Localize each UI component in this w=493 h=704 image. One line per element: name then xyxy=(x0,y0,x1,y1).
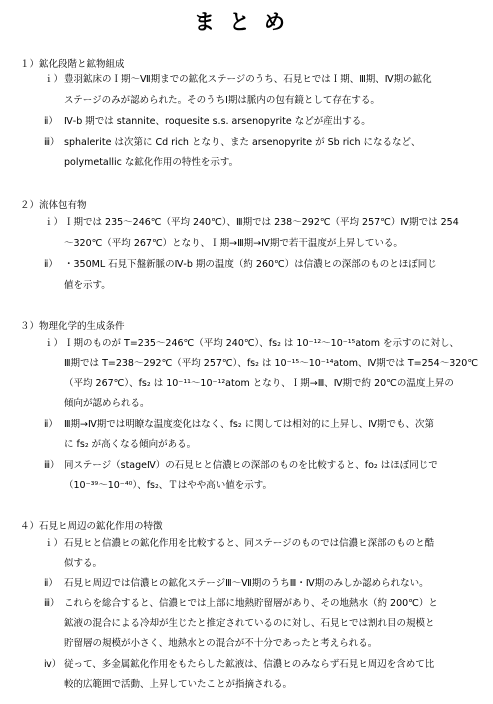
item-line: Ｉ期では 235～246℃（平均 240℃）、Ⅲ期では 238～292℃（平均 257℃）Ⅳ期では 254 xyxy=(64,217,459,228)
item-line: （10⁻³⁹～10⁻⁴⁰）、fs₂、Ｔはやや高い値を示す。 xyxy=(64,480,273,491)
item-line: 豊羽鉱床のＩ期～Ⅶ期までの鉱化ステージのうち、石見ヒではＩ期、Ⅲ期、Ⅳ期の鉱化 xyxy=(64,74,432,85)
item-line: 鉱液の混合による冷却が生じたと推定されているのに対し、石見ヒでは割れ目の規模と xyxy=(64,618,435,629)
item-line: 同ステージ（stageⅣ）の石見ヒと信濃ヒの深部のものを比較すると、fo₂ はほぼ同じで xyxy=(64,460,438,471)
item-line: 較的広範囲で活動、上昇していたことが指摘される。 xyxy=(64,679,293,690)
page-title: まとめ xyxy=(194,9,299,34)
item-line: Ⅳ-b 期では stannite、roquesite s.s. arsenopyrite などが産出する。 xyxy=(64,116,371,127)
item-marker: ｉ） xyxy=(44,538,64,549)
item-line: ・350ML 石見下盤新脈のⅣ-b 期の温度（約 260℃）は信濃ヒの深部のものとほぼ同じ xyxy=(64,259,437,270)
section-heading: ２）流体包有物 xyxy=(20,200,87,211)
item-line: （平均 267℃）、fs₂ は 10⁻¹¹～10⁻¹²atom となり、Ｉ期→Ⅲ、Ⅳ期で約 20℃の温度上昇の xyxy=(64,378,454,389)
item-marker: ⅱ） xyxy=(44,116,58,127)
item-line: 似する。 xyxy=(64,558,103,569)
item-line: 石見ヒと信濃ヒの鉱化作用を比較すると、同ステージのものでは信濃ヒ深部のものと酷 xyxy=(64,538,435,549)
item-line: Ⅲ期→Ⅳ期では明瞭な温度変化はなく、fs₂ に関しては相対的に上昇し、Ⅳ期でも、次第 xyxy=(64,419,434,430)
item-line: ～320℃（平均 267℃）となり、Ｉ期→Ⅲ期→Ⅳ期で若干温度が上昇している。 xyxy=(64,238,403,249)
item-marker: ⅱ） xyxy=(44,419,58,430)
item-line: sphalerite は次第に Cd rich となり、また arsenopyrite が Sb rich になるなど、 xyxy=(64,137,421,148)
item-line: Ｉ期のものが T=235～246℃（平均 240℃）、fs₂ は 10⁻¹²～10⁻¹⁵atom を示すのに対し、 xyxy=(64,338,460,349)
item-marker: ｉ） xyxy=(44,217,64,228)
item-line: Ⅲ期では T=238～292℃（平均 257℃）、fs₂ は 10⁻¹⁵～10⁻¹⁴atom、Ⅳ期では T=254～320℃ xyxy=(64,358,479,369)
section-heading: ４）石見ヒ周辺の鉱化作用の特徴 xyxy=(20,521,163,532)
item-line: これらを総合すると、信濃ヒでは上部に地熱貯留層があり、その地熱水（約 200℃）と xyxy=(64,598,438,609)
item-marker: ⅲ） xyxy=(44,137,60,148)
item-marker: ｉ） xyxy=(44,338,64,349)
item-line: ステージのみが認められた。そのうちⅠ期は脈内の包有鏡として存在する。 xyxy=(64,95,380,106)
item-line: 貯留層の規模が小さく、地熱水との混合が不十分であったと考えられる。 xyxy=(64,638,378,649)
item-marker: ⅳ） xyxy=(44,659,62,670)
item-marker: ⅲ） xyxy=(44,460,60,471)
item-marker: ⅱ） xyxy=(44,259,58,270)
item-line: 石見ヒ周辺では信濃ヒの鉱化ステージⅢ～Ⅶ期のうちⅢ・Ⅳ期のみしか認められない。 xyxy=(64,578,429,589)
item-marker: ⅲ） xyxy=(44,598,60,609)
section-heading: １）鉱化段階と鉱物組成 xyxy=(20,59,125,70)
item-marker: ｉ） xyxy=(44,74,64,85)
item-line: 値を示す。 xyxy=(64,280,111,291)
item-line: に fs₂ が高くなる傾向がある。 xyxy=(64,439,197,450)
item-marker: ⅱ） xyxy=(44,578,58,589)
item-line: polymetallic な鉱化作用の特性を示す。 xyxy=(64,157,239,168)
section-heading: ３）物理化学的生成条件 xyxy=(20,321,125,332)
item-line: 傾向が認められる。 xyxy=(64,398,150,409)
item-line: 従って、多金属鉱化作用をもたらした鉱液は、信濃ヒのみならず石見ヒ周辺を含めて比 xyxy=(64,659,435,670)
